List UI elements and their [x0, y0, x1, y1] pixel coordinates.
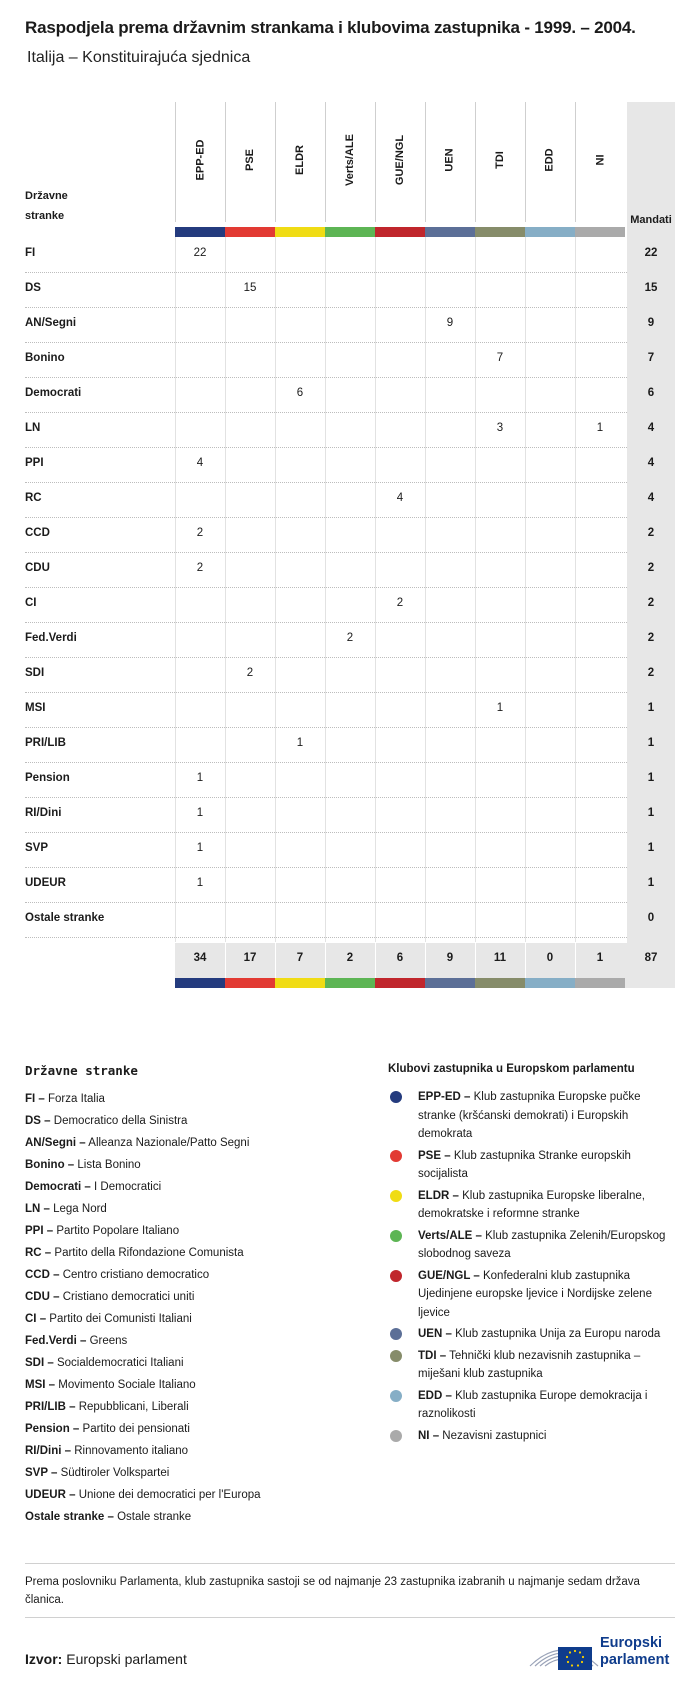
party-full-name: Südtiroler Volkspartei — [60, 1467, 170, 1479]
footnote: Prema poslovniku Parlamenta, klub zastupnika sastoji se od najmanje 23 zastupnika izabranih u najmanje sedam država članica. — [25, 1576, 640, 1606]
party-full-name: Partito Popolare Italiano — [56, 1225, 180, 1237]
column-divider — [225, 943, 226, 978]
row-header-line: stranke — [25, 210, 65, 222]
table-row — [25, 307, 655, 343]
party-full-name: Unione dei democratici per l'Europa — [78, 1489, 261, 1501]
party-abbr: RI/Dini – — [25, 1445, 72, 1457]
party-abbr: Pension – — [25, 1423, 80, 1435]
column-divider — [275, 943, 276, 978]
party-abbr: AN/Segni – — [25, 1137, 86, 1149]
party-legend-item — [25, 1484, 365, 1506]
page-subtitle: Italija – Konstituirajuća sjednica — [27, 49, 251, 66]
table-row — [25, 272, 658, 308]
party-full-name: Partito dei pensionati — [82, 1423, 190, 1435]
group-abbr: UEN – — [418, 1328, 452, 1340]
seat-count: 2 — [246, 667, 254, 679]
party-full-name: Lista Bonino — [77, 1159, 141, 1171]
row-header — [25, 186, 68, 226]
party-full-name: Centro cristiano democratico — [62, 1269, 210, 1281]
table-row — [25, 692, 655, 728]
group-code: UEN — [443, 147, 456, 172]
group-code: Verts/ALE — [344, 133, 356, 186]
party-full-name: Partito dei Comunisti Italiani — [49, 1313, 192, 1325]
group-header-label — [175, 112, 225, 207]
party-legend-item — [25, 1462, 365, 1484]
party-abbr: Fed.Verdi – — [25, 1335, 87, 1347]
seat-count: 1 — [196, 877, 204, 889]
party-legend-item — [25, 1154, 365, 1176]
party-abbr: FI – — [25, 1093, 45, 1105]
party-name: DS — [25, 282, 41, 294]
group-header-label — [225, 112, 275, 207]
table-row — [25, 797, 655, 833]
party-legend-item — [25, 1352, 365, 1374]
row-total: 2 — [647, 597, 655, 609]
group-header-label — [425, 112, 475, 207]
group-color-bar — [525, 227, 575, 237]
table-row — [25, 622, 655, 658]
party-name: RC — [25, 492, 42, 504]
group-code: NI — [594, 154, 606, 165]
party-name: Pension — [25, 772, 70, 784]
party-abbr: CI – — [25, 1313, 47, 1325]
party-abbr: RC – — [25, 1247, 52, 1259]
table-row — [25, 237, 658, 273]
party-legend-item — [25, 1374, 365, 1396]
row-total: 2 — [647, 527, 655, 539]
party-full-name: Democratico della Sinistra — [53, 1115, 188, 1127]
row-total: 22 — [644, 247, 658, 259]
group-color-bar — [275, 227, 325, 237]
row-total: 1 — [647, 772, 655, 784]
party-name: SVP — [25, 842, 49, 854]
party-name: PRI/LIB — [25, 737, 66, 749]
group-color-bar — [375, 227, 425, 237]
group-color-bar — [175, 978, 225, 988]
party-name: SDI — [25, 667, 45, 679]
mandati-column-background — [627, 102, 675, 988]
group-legend-item — [388, 1147, 678, 1184]
party-name: FI — [25, 247, 36, 259]
party-full-name: Ostale stranke — [117, 1511, 192, 1523]
group-abbr: EDD – — [418, 1389, 452, 1402]
row-header-line: Državne — [25, 190, 68, 202]
party-full-name: Greens — [89, 1335, 128, 1347]
color-dot-icon — [390, 1091, 402, 1103]
seat-count: 9 — [446, 317, 454, 329]
group-total: 1 — [596, 952, 604, 964]
row-total: 2 — [647, 667, 655, 679]
table-row — [25, 552, 655, 588]
row-total: 6 — [647, 387, 655, 399]
row-total: 1 — [647, 807, 655, 819]
group-color-bar — [325, 227, 375, 237]
row-total: 1 — [647, 702, 655, 714]
column-divider — [475, 943, 476, 978]
group-color-bar — [225, 978, 275, 988]
party-name: PPI — [25, 457, 44, 469]
group-description: Klub zastupnika Europske liberalne, demokratske i reformne stranke — [418, 1189, 645, 1220]
party-legend-item — [25, 1506, 365, 1528]
group-color-bar — [375, 978, 425, 988]
seat-count: 1 — [196, 807, 204, 819]
group-abbr: Verts/ALE – — [418, 1229, 482, 1242]
color-dot-icon — [390, 1430, 402, 1442]
group-color-bar — [575, 227, 625, 237]
group-color-bar — [425, 227, 475, 237]
table-row — [25, 762, 655, 798]
group-color-bar — [475, 978, 525, 988]
party-legend-item — [25, 1396, 365, 1418]
group-header-label — [475, 112, 525, 207]
group-color-bar — [525, 978, 575, 988]
group-description: Klub zastupnika Zelenih/Europskog slobodnog saveza — [418, 1229, 666, 1260]
row-total: 7 — [647, 352, 655, 364]
group-legend-item — [388, 1427, 678, 1446]
group-description: Klub zastupnika Unija za Europu naroda — [455, 1328, 661, 1340]
party-legend-item — [25, 1418, 365, 1440]
group-legend-item — [388, 1227, 678, 1264]
seat-count: 1 — [196, 842, 204, 854]
row-total: 0 — [647, 912, 655, 924]
seat-count: 2 — [346, 632, 354, 644]
group-header-label — [375, 112, 425, 207]
seat-count: 2 — [196, 562, 204, 574]
party-legend-item — [25, 1242, 365, 1264]
table-row — [25, 867, 655, 903]
party-name: CCD — [25, 527, 50, 539]
page-title: Raspodjela prema državnim strankama i klubovima zastupnika - 1999. – 2004. — [25, 18, 636, 37]
seat-count: 1 — [596, 422, 604, 434]
party-legend-item — [25, 1198, 365, 1220]
party-abbr: DS – — [25, 1115, 51, 1127]
group-color-bar — [475, 227, 525, 237]
party-abbr: SDI – — [25, 1357, 54, 1369]
party-legend-item — [25, 1176, 365, 1198]
table-row — [25, 657, 655, 693]
party-abbr: UDEUR – — [25, 1489, 76, 1501]
group-legend-item — [388, 1187, 678, 1224]
party-abbr: Democrati – — [25, 1181, 91, 1193]
group-legend-item — [388, 1387, 678, 1424]
party-name: Ostale stranke — [25, 912, 105, 924]
party-full-name: Alleanza Nazionale/Patto Segni — [88, 1137, 250, 1149]
group-color-bar — [175, 227, 225, 237]
group-total: 34 — [193, 952, 207, 964]
seat-count: 7 — [496, 352, 504, 364]
party-name: RI/Dini — [25, 807, 62, 819]
table-row — [25, 727, 655, 763]
party-legend-item — [25, 1286, 365, 1308]
source — [25, 1651, 187, 1667]
table-row — [25, 342, 655, 378]
party-legend-title: Državne stranke — [25, 1063, 138, 1078]
group-color-bar — [325, 978, 375, 988]
group-legend-item — [388, 1325, 678, 1344]
group-legend-item — [388, 1347, 678, 1384]
group-code: PSE — [243, 148, 256, 171]
group-code: EDD — [543, 147, 556, 172]
party-name: AN/Segni — [25, 317, 77, 329]
row-total: 15 — [644, 282, 658, 294]
party-abbr: PRI/LIB – — [25, 1401, 76, 1413]
group-header-label — [575, 112, 625, 207]
party-full-name: I Democratici — [94, 1181, 162, 1193]
group-description: Nezavisni zastupnici — [442, 1429, 547, 1442]
grand-total: 87 — [644, 952, 658, 964]
column-divider — [575, 943, 576, 978]
party-legend-item — [25, 1308, 365, 1330]
group-code: TDI — [493, 150, 506, 169]
group-abbr: NI – — [418, 1429, 440, 1442]
group-header-label — [275, 112, 325, 207]
party-name: UDEUR — [25, 877, 66, 889]
group-abbr: EPP-ED – — [418, 1091, 471, 1103]
party-abbr: CDU – — [25, 1291, 60, 1303]
party-full-name: Rinnovamento italiano — [74, 1445, 189, 1457]
row-total: 2 — [647, 632, 655, 644]
party-legend-item — [25, 1330, 365, 1352]
party-abbr: SVP – — [25, 1467, 58, 1479]
seat-count: 1 — [196, 772, 204, 784]
color-dot-icon — [390, 1390, 402, 1402]
party-full-name: Cristiano democratici uniti — [62, 1291, 195, 1303]
column-divider — [325, 943, 326, 978]
group-code: GUE/NGL — [394, 134, 406, 185]
table-row — [25, 587, 655, 623]
party-abbr: CCD – — [25, 1269, 60, 1281]
row-total: 9 — [647, 317, 655, 329]
group-legend — [388, 1088, 678, 1448]
seat-count: 1 — [496, 702, 504, 714]
party-name: Democrati — [25, 387, 82, 399]
party-legend-item — [25, 1264, 365, 1286]
color-dot-icon — [390, 1230, 402, 1242]
party-full-name: Partito della Rifondazione Comunista — [54, 1247, 244, 1259]
group-total: 6 — [396, 952, 404, 964]
party-legend-item — [25, 1110, 365, 1132]
party-full-name: Lega Nord — [53, 1203, 107, 1215]
row-total: 4 — [647, 422, 655, 434]
seat-count: 4 — [196, 457, 204, 469]
seat-count: 15 — [243, 282, 257, 294]
party-legend-item — [25, 1132, 365, 1154]
row-total: 1 — [647, 877, 655, 889]
table-row — [25, 482, 655, 518]
group-header-label — [325, 112, 375, 207]
seat-count: 2 — [396, 597, 404, 609]
seat-count: 6 — [296, 387, 304, 399]
group-description: Tehnički klub nezavisnih zastupnika – miješani klub zastupnika — [418, 1349, 641, 1380]
table-row — [25, 832, 655, 868]
party-legend-item — [25, 1440, 365, 1462]
party-legend — [25, 1088, 365, 1528]
seat-count: 3 — [496, 422, 504, 434]
party-name: MSI — [25, 702, 46, 714]
group-color-bar — [575, 978, 625, 988]
group-header-label — [525, 112, 575, 207]
group-description: Klub zastupnika Europske pučke stranke (kršćanski demokrati) i Europskih demokrata — [418, 1091, 641, 1140]
color-dot-icon — [390, 1328, 402, 1340]
row-total: 4 — [647, 492, 655, 504]
group-color-bar — [425, 978, 475, 988]
seat-count: 4 — [396, 492, 404, 504]
group-description: Konfederalni klub zastupnika Ujedinjene europske ljevice i Nordijske zelene ljevice — [418, 1269, 652, 1319]
party-abbr: LN – — [25, 1203, 50, 1215]
row-total: 2 — [647, 562, 655, 574]
party-legend-item — [25, 1088, 365, 1110]
color-dot-icon — [390, 1150, 402, 1162]
total-header: Mandati — [630, 214, 672, 226]
color-dot-icon — [390, 1190, 402, 1202]
party-abbr: Ostale stranke – — [25, 1511, 114, 1523]
column-divider — [525, 943, 526, 978]
group-code: ELDR — [293, 144, 306, 175]
logo-text — [600, 1635, 669, 1669]
group-color-bar — [225, 227, 275, 237]
table-row — [25, 377, 655, 413]
divider — [25, 1617, 675, 1618]
party-name: CDU — [25, 562, 50, 574]
party-legend-item — [25, 1220, 365, 1242]
column-divider — [425, 943, 426, 978]
group-abbr: PSE – — [418, 1149, 451, 1162]
row-total: 1 — [647, 737, 655, 749]
divider — [25, 1563, 675, 1564]
party-name: Fed.Verdi — [25, 632, 77, 644]
party-full-name: Forza Italia — [48, 1093, 105, 1105]
group-total: 2 — [346, 952, 354, 964]
party-abbr: Bonino – — [25, 1159, 75, 1171]
row-total: 4 — [647, 457, 655, 469]
group-description: Klub zastupnika Europe demokracija i raznolikosti — [418, 1389, 648, 1420]
row-total: 1 — [647, 842, 655, 854]
group-code: EPP-ED — [194, 139, 206, 180]
seat-count: 2 — [196, 527, 204, 539]
group-total: 17 — [243, 952, 257, 964]
logo-line: Europski — [600, 1635, 663, 1651]
table-row — [25, 412, 655, 448]
table-row — [25, 902, 655, 938]
group-abbr: GUE/NGL – — [418, 1269, 480, 1282]
group-abbr: TDI – — [418, 1349, 447, 1362]
group-legend-item — [388, 1267, 678, 1323]
group-total: 0 — [546, 952, 554, 964]
group-color-bar — [275, 978, 325, 988]
group-total: 11 — [493, 952, 507, 964]
party-abbr: PPI – — [25, 1225, 54, 1237]
seat-count: 22 — [193, 247, 207, 259]
color-dot-icon — [390, 1350, 402, 1362]
party-full-name: Movimento Sociale Italiano — [58, 1379, 196, 1391]
table-row — [25, 447, 655, 483]
group-abbr: ELDR – — [418, 1189, 459, 1202]
source-value: Europski parlament — [66, 1651, 187, 1667]
group-description: Klub zastupnika Stranke europskih socijalista — [418, 1149, 631, 1180]
source-label: Izvor: — [25, 1651, 63, 1667]
group-legend-title: Klubovi zastupnika u Europskom parlamentu — [388, 1063, 635, 1075]
party-name: Bonino — [25, 352, 65, 364]
group-total: 7 — [296, 952, 304, 964]
color-dot-icon — [390, 1270, 402, 1282]
party-full-name: Repubblicani, Liberali — [78, 1401, 189, 1413]
party-name: LN — [25, 422, 41, 434]
party-abbr: MSI – — [25, 1379, 56, 1391]
logo-line: parlament — [600, 1652, 670, 1668]
group-total: 9 — [446, 952, 454, 964]
seat-count: 1 — [296, 737, 304, 749]
party-name: CI — [25, 597, 37, 609]
column-divider — [375, 943, 376, 978]
table-row — [25, 517, 655, 553]
party-full-name: Socialdemocratici Italiani — [56, 1357, 184, 1369]
group-legend-item — [388, 1088, 678, 1144]
